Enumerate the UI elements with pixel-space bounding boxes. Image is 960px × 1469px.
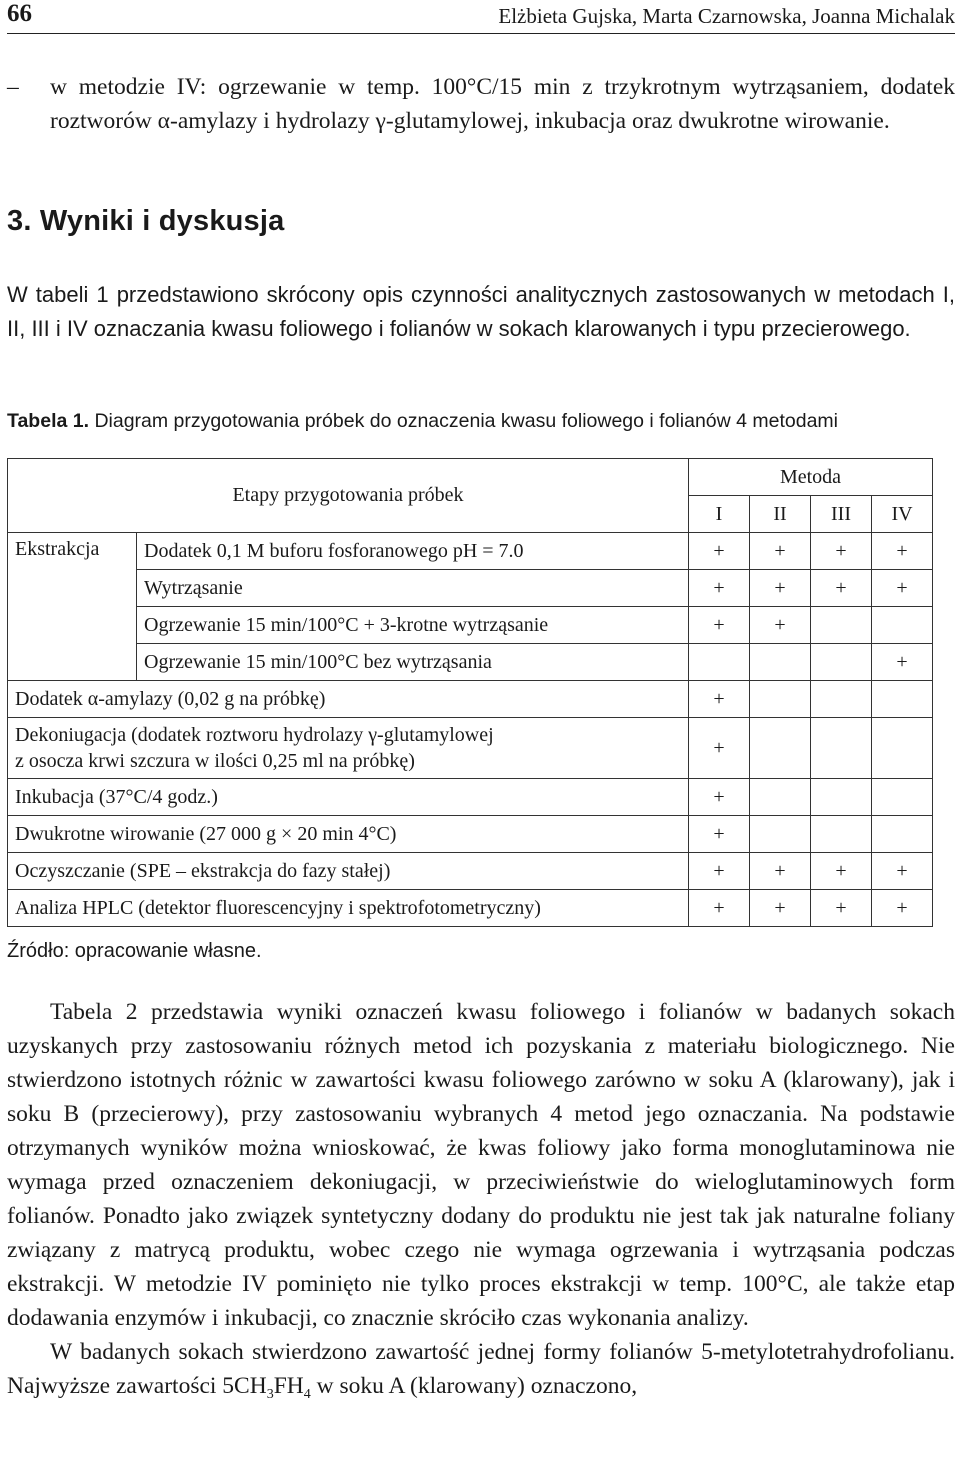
- mark-cell: [750, 644, 811, 681]
- mark-cell: [811, 718, 872, 779]
- table-row: [8, 890, 933, 927]
- table-row: [8, 853, 933, 890]
- mark-cell: [811, 607, 872, 644]
- mark-cell: +: [811, 890, 872, 927]
- mark-cell: [872, 816, 933, 853]
- table-source-note: Źródło: opracowanie własne.: [7, 940, 262, 962]
- mark-cell: +: [750, 853, 811, 890]
- step-cell: Dodatek α-amylazy (0,02 g na próbkę): [8, 681, 689, 718]
- group-label-extraction: Ekstrakcja: [8, 533, 137, 681]
- table-caption: [7, 410, 838, 433]
- header-method: Metoda: [689, 459, 933, 496]
- page-header: [7, 0, 955, 34]
- step-cell: Dodatek 0,1 M buforu fosforanowego pH = 7.0: [137, 533, 689, 570]
- mark-cell: [811, 644, 872, 681]
- subscript-4: 4: [303, 1387, 311, 1402]
- mark-cell: [811, 816, 872, 853]
- body-paragraph-1: Tabela 2 przedstawia wyniki oznaczeń kwasu foliowego i folianów w badanych sokach uzyskanych przy zastosowaniu różnych metod ich pozyskania z materiału biologicznego. Nie stwierdzono istotnych różnic w zawartości kwasu foliowego zarówno w soku A (klarowany), jak i soku B (przecierowy), przy zastosowaniu wybranych 4 metod jego oznaczania. Na podstawie otrzymanych wyników można wnioskować, że kwas foliowy jako forma monoglutaminowa nie wymaga przed oznaczeniem dekoniugacji, w przeciwieństwie do wieloglutaminowych form folianów. Ponadto jako związek syntetyczny dodany do produktu nie jest tak jak naturalne foliany związany z matrycą produktu, wobec czego nie wymaga ogrzewania i wytrząsania podczas ekstrakcji. W metodzie IV pominięto nie tylko proces ekstrakcji w temp. 100°C, ale także etap dodawania enzymów i inkubacji, co znacznie skróciło czas wykonania analizy.: [7, 999, 955, 1331]
- mark-cell: +: [750, 890, 811, 927]
- mark-cell: +: [872, 570, 933, 607]
- step-cell: Ogrzewanie 15 min/100°C + 3-krotne wytrząsanie: [137, 607, 689, 644]
- list-item-text: w metodzie IV: ogrzewanie w temp. 100°C/15 min z trzykrotnym wytrząsaniem, dodatek roztworów α-amylazy i hydrolazy γ-glutamylowej, inkubacja oraz dwukrotne wirowanie.: [50, 74, 955, 134]
- mark-cell: +: [689, 816, 750, 853]
- mark-cell: +: [750, 607, 811, 644]
- step-cell: Oczyszczanie (SPE – ekstrakcja do fazy stałej): [8, 853, 689, 890]
- method-header-2: II: [750, 496, 811, 533]
- page-number: 66: [7, 0, 32, 27]
- intro-paragraph: W tabeli 1 przedstawiono skrócony opis czynności analitycznych zastosowanych w metodach I, II, III i IV oznaczania kwasu foliowego i folianów w sokach klarowanych i typu przecierowego.: [7, 282, 955, 341]
- step-line-1: Dekoniugacja (dodatek roztworu hydrolazy γ-glutamylowej: [15, 724, 494, 746]
- table-caption-label: Tabela 1.: [7, 410, 90, 432]
- body-paragraph-2: [7, 1335, 955, 1403]
- step-cell: Inkubacja (37°C/4 godz.): [8, 779, 689, 816]
- mark-cell: [811, 681, 872, 718]
- table-row: [8, 681, 933, 718]
- mark-cell: +: [689, 570, 750, 607]
- list-dash: –: [7, 74, 19, 100]
- table-row: [8, 644, 933, 681]
- step-cell: Wytrząsanie: [137, 570, 689, 607]
- mark-cell: [689, 644, 750, 681]
- mark-cell: [872, 607, 933, 644]
- table-row: [8, 816, 933, 853]
- step-cell: Analiza HPLC (detektor fluorescencyjny i spektrofotometryczny): [8, 890, 689, 927]
- method-header-3: III: [811, 496, 872, 533]
- table-row: [8, 779, 933, 816]
- mark-cell: +: [872, 533, 933, 570]
- mark-cell: +: [689, 718, 750, 779]
- list-item: [7, 70, 955, 138]
- mark-cell: +: [811, 853, 872, 890]
- mark-cell: +: [872, 853, 933, 890]
- mark-cell: [811, 779, 872, 816]
- para2-end: w soku A (klarowany) oznaczono,: [310, 1373, 638, 1399]
- running-head-authors: Elżbieta Gujska, Marta Czarnowska, Joanna Michalak: [498, 4, 955, 28]
- step-cell: Dwukrotne wirowanie (27 000 g × 20 min 4°C): [8, 816, 689, 853]
- mark-cell: [750, 718, 811, 779]
- preparation-table: [7, 458, 933, 927]
- subscript-3: 3: [266, 1387, 274, 1402]
- mark-cell: +: [811, 533, 872, 570]
- table-row: [8, 718, 933, 779]
- mark-cell: +: [689, 890, 750, 927]
- mark-cell: +: [872, 890, 933, 927]
- mark-cell: [872, 681, 933, 718]
- mark-cell: [872, 718, 933, 779]
- step-cell-multiline: [8, 718, 689, 779]
- mark-cell: +: [689, 607, 750, 644]
- header-steps: Etapy przygotowania próbek: [8, 459, 689, 533]
- mark-cell: [872, 779, 933, 816]
- table-row: [8, 607, 933, 644]
- mark-cell: +: [689, 779, 750, 816]
- mark-cell: +: [689, 681, 750, 718]
- para2-start: W badanych sokach stwierdzono zawartość jednej formy folianów 5-metylotetrahydrofolianu. Najwyższe zawartości 5CH: [7, 1339, 955, 1399]
- mark-cell: +: [750, 570, 811, 607]
- mark-cell: [750, 681, 811, 718]
- mark-cell: [750, 816, 811, 853]
- mark-cell: +: [750, 533, 811, 570]
- mark-cell: +: [811, 570, 872, 607]
- step-line-2: z osocza krwi szczura w ilości 0,25 ml na próbkę): [15, 750, 415, 772]
- mark-cell: +: [872, 644, 933, 681]
- table-row: [8, 570, 933, 607]
- body-text: [7, 995, 955, 1403]
- mark-cell: +: [689, 853, 750, 890]
- section-heading: 3. Wyniki i dyskusja: [7, 205, 285, 237]
- mark-cell: [750, 779, 811, 816]
- method-header-1: I: [689, 496, 750, 533]
- table-caption-text: Diagram przygotowania próbek do oznaczenia kwasu foliowego i folianów 4 metodami: [94, 410, 839, 432]
- para2-mid: FH: [273, 1373, 304, 1399]
- method-header-4: IV: [872, 496, 933, 533]
- table-row: [8, 533, 933, 570]
- step-cell: Ogrzewanie 15 min/100°C bez wytrząsania: [137, 644, 689, 681]
- mark-cell: +: [689, 533, 750, 570]
